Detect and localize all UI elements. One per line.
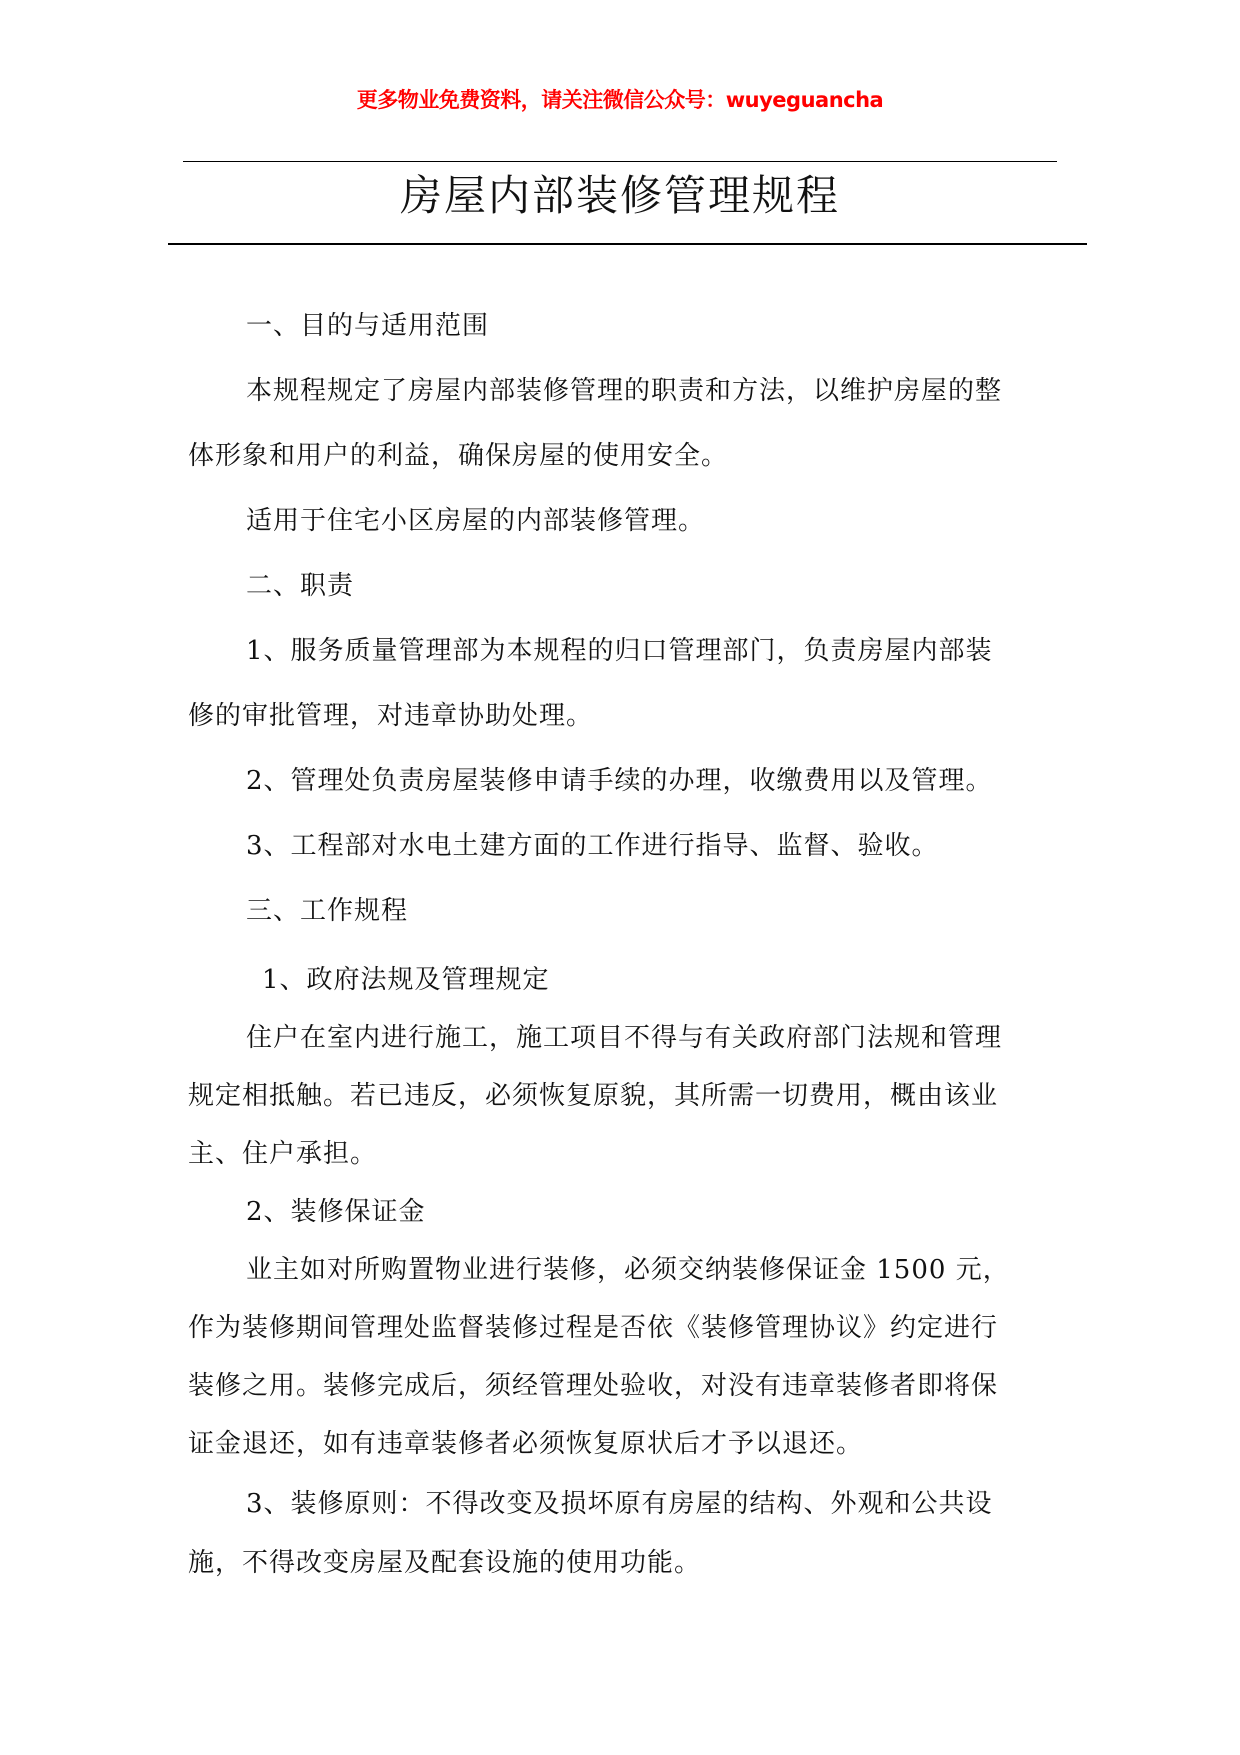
document-title: 房屋内部装修管理规程 xyxy=(399,171,840,220)
subsection-heading: 1、政府法规及管理规定 xyxy=(262,965,550,995)
title-bottom-rule xyxy=(168,243,1087,245)
paragraph-line: 规定相抵触。若已违反，必须恢复原貌，其所需一切费用，概由该业 xyxy=(188,1081,999,1111)
paragraph-line: 3、工程部对水电土建方面的工作进行指导、监督、验收。 xyxy=(246,831,939,861)
paragraph-line: 本规程规定了房屋内部装修管理的职责和方法，以维护房屋的整 xyxy=(246,376,1003,406)
paragraph-line: 作为装修期间管理处监督装修过程是否依《装修管理协议》约定进行 xyxy=(188,1313,999,1343)
paragraph-line: 证金退还，如有违章装修者必须恢复原状后才予以退还。 xyxy=(188,1429,864,1459)
paragraph-line: 3、装修原则：不得改变及损坏原有房屋的结构、外观和公共设 xyxy=(246,1489,993,1519)
paragraph-line: 1、服务质量管理部为本规程的归口管理部门，负责房屋内部装 xyxy=(246,636,993,666)
subsection-heading: 2、装修保证金 xyxy=(246,1197,426,1227)
paragraph-line: 施，不得改变房屋及配套设施的使用功能。 xyxy=(188,1548,702,1578)
paragraph-line: 适用于住宅小区房屋的内部装修管理。 xyxy=(246,506,706,536)
promo-banner: 更多物业免费资料，请关注微信公众号：wuyeguancha xyxy=(356,88,884,112)
title-top-rule xyxy=(183,161,1057,162)
paragraph-line: 住户在室内进行施工，施工项目不得与有关政府部门法规和管理 xyxy=(246,1023,1003,1053)
paragraph-line: 2、管理处负责房屋装修申请手续的办理，收缴费用以及管理。 xyxy=(246,766,993,796)
paragraph-line: 体形象和用户的利益，确保房屋的使用安全。 xyxy=(188,441,729,471)
section-heading-purpose: 一、目的与适用范围 xyxy=(246,311,490,341)
paragraph-line: 主、住户承担。 xyxy=(188,1139,378,1169)
section-heading-procedures: 三、工作规程 xyxy=(246,896,409,926)
paragraph-line: 业主如对所购置物业进行装修，必须交纳装修保证金 1500 元， xyxy=(246,1255,1010,1285)
paragraph-line: 修的审批管理，对违章协助处理。 xyxy=(188,701,594,731)
section-heading-duties: 二、职责 xyxy=(246,571,355,601)
paragraph-line: 装修之用。装修完成后，须经管理处验收，对没有违章装修者即将保 xyxy=(188,1371,999,1401)
